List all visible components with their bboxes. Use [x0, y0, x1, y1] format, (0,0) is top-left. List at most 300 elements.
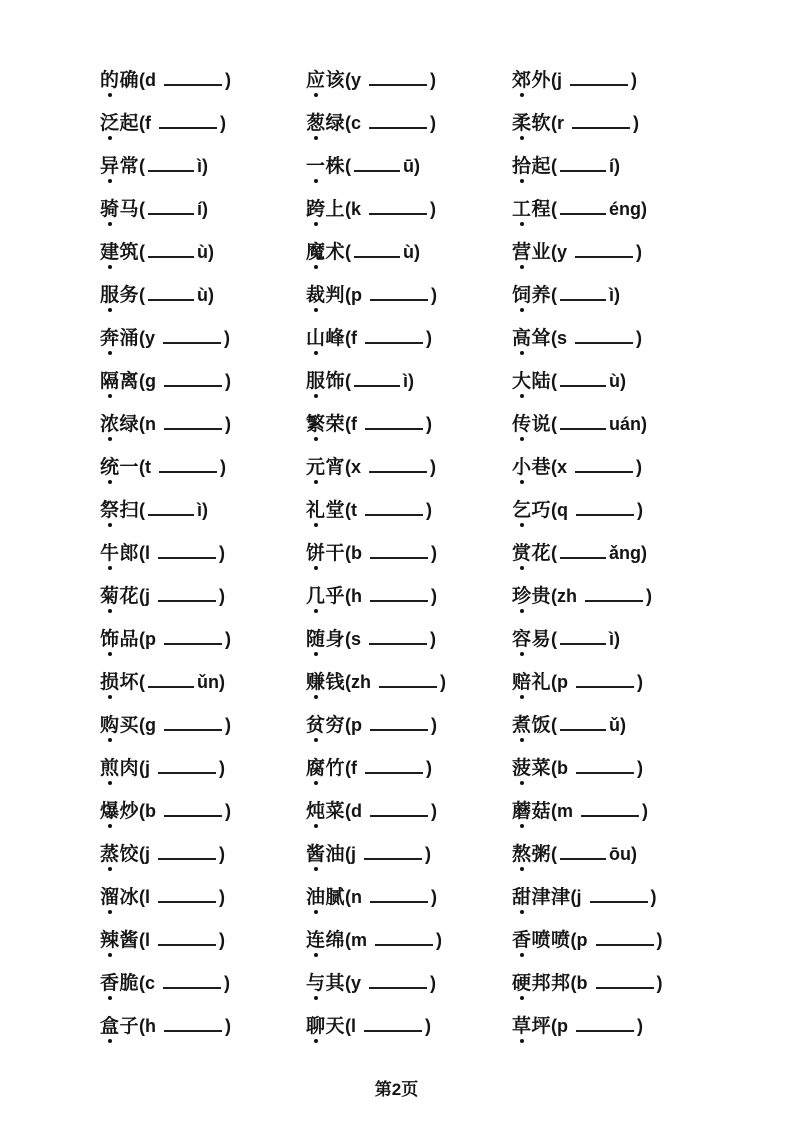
dotted-character: 裁: [306, 285, 326, 306]
pinyin-hint: ( uán): [551, 414, 648, 434]
word-text: 礼堂: [306, 500, 346, 521]
answer-blank: [560, 726, 606, 731]
answer-blank: [560, 167, 606, 172]
answer-blank: [575, 468, 633, 473]
answer-blank: [576, 1027, 634, 1032]
pinyin-hint: (c ): [345, 113, 437, 133]
pinyin-hint: (zh ): [345, 672, 447, 692]
word-item: [306, 673, 512, 692]
dotted-character: 煎: [100, 758, 120, 779]
word-text: 繁荣: [306, 414, 346, 435]
dotted-character: 几: [306, 586, 326, 607]
word-text: 高耸: [512, 328, 552, 349]
answer-blank: [370, 597, 428, 602]
word-text: 跨上: [306, 199, 346, 220]
pinyin-hint: (g ): [139, 715, 232, 735]
word-text: 蒸饺: [100, 844, 140, 865]
dotted-character: 贫: [306, 715, 326, 736]
pinyin-hint: (p ): [570, 930, 663, 950]
word-item: [100, 372, 306, 391]
word-text: 聊天: [306, 1016, 346, 1037]
worksheet-row: [100, 145, 763, 188]
word-item: [512, 845, 763, 864]
answer-blank: [148, 296, 194, 301]
dotted-character: 魔: [306, 242, 326, 263]
dotted-character: 跨: [306, 199, 326, 220]
worksheet-row: [100, 1005, 763, 1048]
word-item: [512, 458, 763, 477]
worksheet-row: [100, 317, 763, 360]
answer-blank: [590, 898, 648, 903]
pinyin-hint: (b ): [139, 801, 232, 821]
word-item: [512, 888, 763, 907]
dotted-character: 聊: [306, 1016, 326, 1037]
word-item: [100, 888, 306, 907]
pinyin-hint: ( í): [551, 156, 621, 176]
dotted-character: 异: [100, 156, 120, 177]
pinyin-hint: (x ): [551, 457, 643, 477]
word-item: [512, 716, 763, 735]
word-item: [306, 415, 512, 434]
answer-blank: [164, 812, 222, 817]
dotted-character: 盒: [100, 1016, 120, 1037]
word-text: 的确: [100, 70, 140, 91]
answer-blank: [560, 554, 606, 559]
word-item: [306, 974, 512, 993]
word-item: [306, 329, 512, 348]
dotted-character: 溜: [100, 887, 120, 908]
word-text: 爆炒: [100, 801, 140, 822]
word-item: [306, 630, 512, 649]
answer-blank: [158, 597, 216, 602]
dotted-character: 爆: [100, 801, 120, 822]
dotted-character: 熬: [512, 844, 532, 865]
answer-blank: [585, 597, 643, 602]
pinyin-hint: (l ): [139, 887, 226, 907]
dotted-character: 损: [100, 672, 120, 693]
word-text: 饼干: [306, 543, 346, 564]
word-text: 赔礼: [512, 672, 552, 693]
answer-blank: [379, 683, 437, 688]
dotted-character: 郊: [512, 70, 532, 91]
answer-blank: [576, 683, 634, 688]
pinyin-hint: (f ): [345, 328, 433, 348]
answer-blank: [159, 124, 217, 129]
answer-blank: [570, 81, 628, 86]
word-item: [306, 114, 512, 133]
pinyin-hint: (t ): [139, 457, 227, 477]
pinyin-hint: (p ): [551, 1016, 644, 1036]
worksheet-row: [100, 59, 763, 102]
answer-blank: [164, 382, 222, 387]
answer-blank: [164, 425, 222, 430]
pinyin-hint: ( éng): [551, 199, 648, 219]
word-text: 郊外: [512, 70, 552, 91]
pinyin-hint: (y ): [345, 973, 437, 993]
dotted-character: 蘑: [512, 801, 532, 822]
word-text: 骑马: [100, 199, 140, 220]
word-text: 甜津津: [512, 887, 571, 908]
pinyin-hint: ( ì): [139, 156, 209, 176]
dotted-character: 蒸: [100, 844, 120, 865]
dotted-character: 高: [512, 328, 532, 349]
word-text: 熬粥: [512, 844, 552, 865]
worksheet-row: [100, 575, 763, 618]
dotted-character: 菊: [100, 586, 120, 607]
word-item: [100, 802, 306, 821]
dotted-character: 容: [512, 629, 532, 650]
answer-blank: [164, 81, 222, 86]
pinyin-hint: (t ): [345, 500, 433, 520]
word-text: 服饰: [306, 371, 346, 392]
answer-blank: [560, 382, 606, 387]
pinyin-hint: ( ì): [345, 371, 415, 391]
answer-blank: [370, 898, 428, 903]
pinyin-hint: ( ì): [551, 629, 621, 649]
dotted-character: 传: [512, 414, 532, 435]
word-text: 容易: [512, 629, 552, 650]
word-text: 草坪: [512, 1016, 552, 1037]
dotted-character: 柔: [512, 113, 532, 134]
word-text: 煮饭: [512, 715, 552, 736]
worksheet-row: [100, 360, 763, 403]
dotted-character: 香: [512, 930, 532, 951]
worksheet-row: [100, 876, 763, 919]
dotted-character: 应: [306, 70, 326, 91]
word-text: 隔离: [100, 371, 140, 392]
answer-blank: [148, 210, 194, 215]
dotted-character: 甜: [512, 887, 532, 908]
page-number: 第2页: [374, 1080, 419, 1099]
word-item: [100, 243, 306, 262]
pinyin-hint: (g ): [139, 371, 232, 391]
answer-blank: [575, 339, 633, 344]
answer-blank: [365, 511, 423, 516]
answer-blank: [596, 984, 654, 989]
answer-blank: [581, 812, 639, 817]
dotted-character: 泛: [100, 113, 120, 134]
pinyin-hint: (j ): [345, 844, 432, 864]
dotted-character: 的: [100, 70, 120, 91]
word-text: 拾起: [512, 156, 552, 177]
worksheet-row: [100, 446, 763, 489]
answer-blank: [163, 984, 221, 989]
word-text: 几乎: [306, 586, 346, 607]
answer-blank: [148, 511, 194, 516]
word-text: 珍贵: [512, 586, 552, 607]
dotted-character: 饰: [100, 629, 120, 650]
word-text: 菠菜: [512, 758, 552, 779]
worksheet-row: [100, 102, 763, 145]
pinyin-hint: (zh ): [551, 586, 653, 606]
word-text: 溜冰: [100, 887, 140, 908]
word-item: [100, 630, 306, 649]
word-item: [306, 716, 512, 735]
word-text: 连绵: [306, 930, 346, 951]
pinyin-hint: (d ): [139, 70, 232, 90]
word-item: [306, 888, 512, 907]
dotted-character: 浓: [100, 414, 120, 435]
pinyin-hint: (j ): [139, 586, 226, 606]
dotted-character: 连: [306, 930, 326, 951]
word-item: [100, 200, 306, 219]
dotted-character: 小: [512, 457, 532, 478]
pinyin-hint: (f ): [345, 758, 433, 778]
dotted-character: 祭: [100, 500, 120, 521]
word-text: 赚钱: [306, 672, 346, 693]
answer-blank: [576, 511, 634, 516]
dotted-character: 繁: [306, 414, 326, 435]
pinyin-hint: (m ): [345, 930, 443, 950]
word-text: 服务: [100, 285, 140, 306]
dotted-character: 骑: [100, 199, 120, 220]
pinyin-hint: (f ): [345, 414, 433, 434]
worksheet-row: [100, 704, 763, 747]
word-text: 柔软: [512, 113, 552, 134]
word-item: [512, 759, 763, 778]
word-text: 祭扫: [100, 500, 140, 521]
answer-blank: [369, 984, 427, 989]
word-text: 蘑菇: [512, 801, 552, 822]
word-text: 小巷: [512, 457, 552, 478]
dotted-character: 乞: [512, 500, 532, 521]
dotted-character: 随: [306, 629, 326, 650]
word-item: [306, 845, 512, 864]
answer-blank: [370, 554, 428, 559]
word-item: [100, 759, 306, 778]
dotted-character: 营: [512, 242, 532, 263]
pinyin-hint: (s ): [551, 328, 643, 348]
pinyin-hint: (p ): [345, 285, 438, 305]
word-text: 油腻: [306, 887, 346, 908]
word-item: [512, 329, 763, 348]
word-item: [512, 630, 763, 649]
answer-blank: [148, 683, 194, 688]
word-item: [100, 415, 306, 434]
word-item: [512, 802, 763, 821]
dotted-character: 炖: [306, 801, 326, 822]
dotted-character: 服: [100, 285, 120, 306]
worksheet-row: [100, 962, 763, 1005]
answer-blank: [365, 339, 423, 344]
dotted-character: 大: [512, 371, 532, 392]
word-text: 贫穷: [306, 715, 346, 736]
word-item: [306, 243, 512, 262]
dotted-character: 拾: [512, 156, 532, 177]
pinyin-hint: (s ): [345, 629, 437, 649]
word-item: [512, 372, 763, 391]
answer-blank: [148, 253, 194, 258]
pinyin-hint: (y ): [551, 242, 643, 262]
worksheet-row: [100, 747, 763, 790]
answer-blank: [159, 468, 217, 473]
word-text: 辣酱: [100, 930, 140, 951]
pinyin-hint: (r ): [551, 113, 640, 133]
word-text: 乞巧: [512, 500, 552, 521]
word-text: 购买: [100, 715, 140, 736]
word-item: [100, 716, 306, 735]
dotted-character: 建: [100, 242, 120, 263]
worksheet-row: [100, 274, 763, 317]
dotted-character: 腐: [306, 758, 326, 779]
word-item: [306, 544, 512, 563]
pinyin-hint: ( ǎng): [551, 543, 648, 563]
word-item: [100, 286, 306, 305]
pinyin-hint: (n ): [345, 887, 438, 907]
pinyin-hint: (b ): [570, 973, 663, 993]
worksheet-row: [100, 618, 763, 661]
dotted-character: 辣: [100, 930, 120, 951]
word-text: 浓绿: [100, 414, 140, 435]
answer-blank: [369, 124, 427, 129]
word-item: [512, 157, 763, 176]
pinyin-hint: ( ù): [551, 371, 627, 391]
dotted-character: 牛: [100, 543, 120, 564]
word-text: 菊花: [100, 586, 140, 607]
word-item: [100, 587, 306, 606]
pinyin-hint: (j ): [139, 844, 226, 864]
word-item: [100, 458, 306, 477]
pinyin-hint: ( ōu): [551, 844, 638, 864]
word-text: 大陆: [512, 371, 552, 392]
pinyin-hint: (q ): [551, 500, 644, 520]
word-item: [306, 286, 512, 305]
worksheet-row: [100, 833, 763, 876]
word-text: 损坏: [100, 672, 140, 693]
answer-blank: [369, 640, 427, 645]
word-text: 建筑: [100, 242, 140, 263]
word-text: 煎肉: [100, 758, 140, 779]
pinyin-hint: (b ): [551, 758, 644, 778]
answer-blank: [158, 941, 216, 946]
word-text: 盒子: [100, 1016, 140, 1037]
word-item: [100, 673, 306, 692]
dotted-character: 饲: [512, 285, 532, 306]
word-text: 裁判: [306, 285, 346, 306]
dotted-character: 珍: [512, 586, 532, 607]
word-text: 赏花: [512, 543, 552, 564]
answer-blank: [365, 769, 423, 774]
dotted-character: 礼: [306, 500, 326, 521]
pinyin-hint: ( ù): [345, 242, 421, 262]
word-item: [100, 931, 306, 950]
answer-blank: [158, 898, 216, 903]
word-text: 传说: [512, 414, 552, 435]
word-text: 魔术: [306, 242, 346, 263]
dotted-character: 服: [306, 371, 326, 392]
answer-blank: [158, 769, 216, 774]
pinyin-hint: (b ): [345, 543, 438, 563]
word-text: 应该: [306, 70, 346, 91]
worksheet-row: [100, 489, 763, 532]
word-item: [100, 114, 306, 133]
answer-blank: [354, 382, 400, 387]
worksheet-row: [100, 532, 763, 575]
word-text: 葱绿: [306, 113, 346, 134]
word-text: 与其: [306, 973, 346, 994]
word-text: 泛起: [100, 113, 140, 134]
dotted-character: 隔: [100, 371, 120, 392]
word-item: [512, 931, 763, 950]
word-item: [100, 974, 306, 993]
answer-blank: [560, 855, 606, 860]
word-text: 营业: [512, 242, 552, 263]
answer-blank: [596, 941, 654, 946]
pinyin-hint: ( ǔn): [139, 672, 226, 692]
word-text: 元宵: [306, 457, 346, 478]
word-text: 异常: [100, 156, 140, 177]
answer-blank: [164, 640, 222, 645]
answer-blank: [370, 812, 428, 817]
dotted-character: 草: [512, 1016, 532, 1037]
word-text: 工程: [512, 199, 552, 220]
pinyin-hint: (y ): [345, 70, 437, 90]
answer-blank: [354, 167, 400, 172]
answer-blank: [576, 769, 634, 774]
dotted-character: 元: [306, 457, 326, 478]
answer-blank: [148, 167, 194, 172]
worksheet-row: [100, 231, 763, 274]
word-item: [512, 501, 763, 520]
pinyin-hint: ( ū): [345, 156, 421, 176]
pinyin-hint: ( ì): [139, 500, 209, 520]
dotted-character: 统: [100, 457, 120, 478]
pinyin-hint: ( í): [139, 199, 209, 219]
dotted-character: 奔: [100, 328, 120, 349]
word-item: [306, 802, 512, 821]
answer-blank: [560, 210, 606, 215]
word-text: 香喷喷: [512, 930, 571, 951]
word-item: [100, 329, 306, 348]
word-text: 酱油: [306, 844, 346, 865]
pinyin-hint: (k ): [345, 199, 437, 219]
word-text: 奔涌: [100, 328, 140, 349]
word-item: [306, 200, 512, 219]
word-text: 炖菜: [306, 801, 346, 822]
answer-blank: [370, 296, 428, 301]
pinyin-hint: (l ): [139, 930, 226, 950]
worksheet-row: [100, 661, 763, 704]
pinyin-hint: (p ): [551, 672, 644, 692]
word-item: [306, 587, 512, 606]
worksheet-row: [100, 188, 763, 231]
word-text: 饰品: [100, 629, 140, 650]
word-item: [512, 1017, 763, 1036]
word-item: [306, 501, 512, 520]
pinyin-hint: ( ù): [139, 285, 215, 305]
dotted-character: 一: [306, 156, 326, 177]
dotted-character: 购: [100, 715, 120, 736]
word-item: [512, 71, 763, 90]
pinyin-hint: (m ): [551, 801, 649, 821]
pinyin-hint: (j ): [139, 758, 226, 778]
answer-blank: [163, 339, 221, 344]
dotted-character: 油: [306, 887, 326, 908]
word-text: 随身: [306, 629, 346, 650]
dotted-character: 香: [100, 973, 120, 994]
answer-blank: [364, 855, 422, 860]
dotted-character: 山: [306, 328, 326, 349]
word-item: [512, 243, 763, 262]
word-item: [512, 286, 763, 305]
pinyin-hint: (f ): [139, 113, 227, 133]
word-text: 山峰: [306, 328, 346, 349]
word-item: [100, 157, 306, 176]
word-item: [512, 587, 763, 606]
dotted-character: 赚: [306, 672, 326, 693]
dotted-character: 饼: [306, 543, 326, 564]
worksheet-row: [100, 403, 763, 446]
